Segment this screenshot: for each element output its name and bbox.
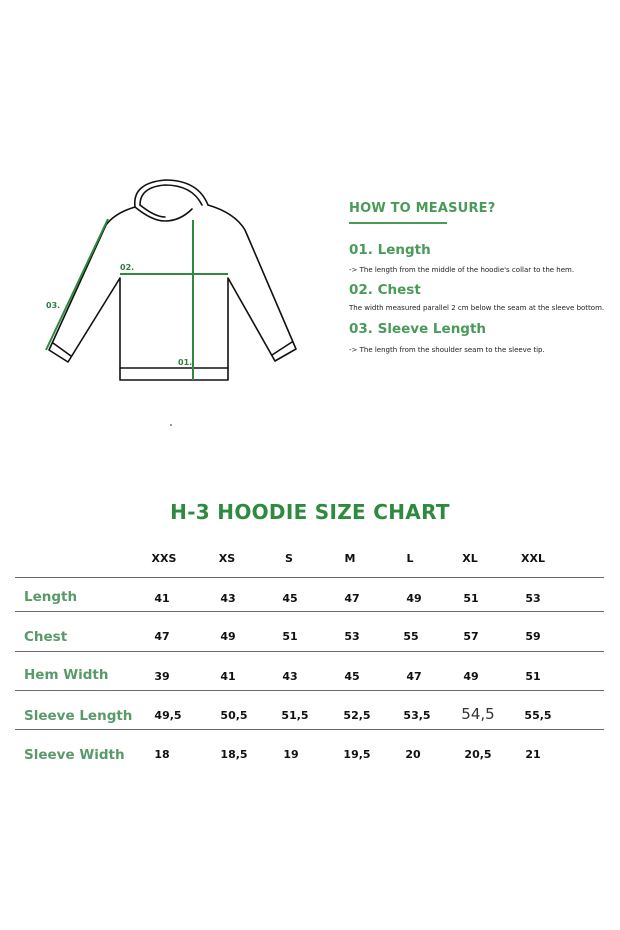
table-cell: 59	[525, 630, 541, 643]
table-cell: 19	[283, 748, 299, 761]
table-cell: 54,5	[461, 705, 495, 723]
table-cell: 43	[282, 670, 298, 683]
row-label-length: Length	[24, 589, 78, 605]
stray-dot	[170, 424, 172, 426]
step-length-title: 01. Length	[349, 242, 431, 258]
title-underline	[349, 222, 447, 224]
step-sleeve-title: 03. Sleeve Length	[349, 321, 487, 337]
table-cell: 21	[525, 748, 541, 761]
table-cell: 43	[220, 592, 236, 605]
step-chest-desc: The width measured parallel 2 cm below the seam at the sleeve bottom.	[349, 304, 605, 312]
row-label-hem-width: Hem Width	[24, 667, 109, 683]
table-cell: 51,5	[281, 709, 309, 722]
step-chest-title: 02. Chest	[349, 282, 421, 298]
hoodie-outline	[49, 180, 296, 380]
step-length-desc: -> The length from the middle of the hoodie's collar to the hem.	[349, 266, 575, 274]
hoodie-diagram	[40, 175, 310, 390]
table-cell: 41	[154, 592, 170, 605]
table-cell: 45	[282, 592, 298, 605]
row-divider	[15, 729, 604, 730]
row-label-chest: Chest	[24, 629, 68, 645]
table-cell: 53	[525, 592, 541, 605]
table-cell: 49	[220, 630, 236, 643]
table-cell: 47	[406, 670, 422, 683]
table-cell: 18	[154, 748, 170, 761]
table-cell: 53	[344, 630, 360, 643]
table-cell: 49	[463, 670, 479, 683]
table-cell: 51	[463, 592, 479, 605]
size-header-xl: XL	[462, 552, 478, 565]
table-cell: 20	[405, 748, 421, 761]
size-header-xxl: XXL	[521, 552, 545, 565]
length-marker: 01.	[178, 358, 193, 367]
table-cell: 41	[220, 670, 236, 683]
table-cell: 20,5	[464, 748, 492, 761]
size-header-s: S	[285, 552, 293, 565]
chest-marker: 02.	[120, 263, 135, 272]
size-header-xxs: XXS	[151, 552, 177, 565]
row-label-sleeve-length: Sleeve Length	[24, 708, 133, 724]
row-divider	[15, 690, 604, 691]
sleeve-marker: 03.	[46, 301, 61, 310]
table-cell: 55,5	[524, 709, 552, 722]
table-cell: 39	[154, 670, 170, 683]
table-cell: 45	[344, 670, 360, 683]
table-cell: 47	[344, 592, 360, 605]
step-sleeve-desc: -> The length from the shoulder seam to the sleeve tip.	[349, 346, 545, 354]
measure-lines	[46, 219, 228, 380]
how-to-measure-title: HOW TO MEASURE?	[349, 201, 496, 216]
row-divider	[15, 611, 604, 612]
sleeve-measure-line	[46, 219, 108, 350]
table-cell: 50,5	[220, 709, 248, 722]
table-cell: 18,5	[220, 748, 248, 761]
table-cell: 51	[282, 630, 298, 643]
table-cell: 55	[403, 630, 419, 643]
size-header-l: L	[406, 552, 414, 565]
table-cell: 49	[406, 592, 422, 605]
table-cell: 51	[525, 670, 541, 683]
row-divider	[15, 577, 604, 578]
table-cell: 49,5	[154, 709, 182, 722]
table-cell: 53,5	[403, 709, 431, 722]
row-divider	[15, 651, 604, 652]
size-header-m: M	[344, 552, 356, 565]
table-cell: 19,5	[343, 748, 371, 761]
size-header-xs: XS	[218, 552, 236, 565]
size-chart-title: H-3 HOODIE SIZE CHART	[170, 500, 450, 524]
table-cell: 57	[463, 630, 479, 643]
table-cell: 52,5	[343, 709, 371, 722]
table-cell: 47	[154, 630, 170, 643]
row-label-sleeve-width: Sleeve Width	[24, 747, 125, 763]
